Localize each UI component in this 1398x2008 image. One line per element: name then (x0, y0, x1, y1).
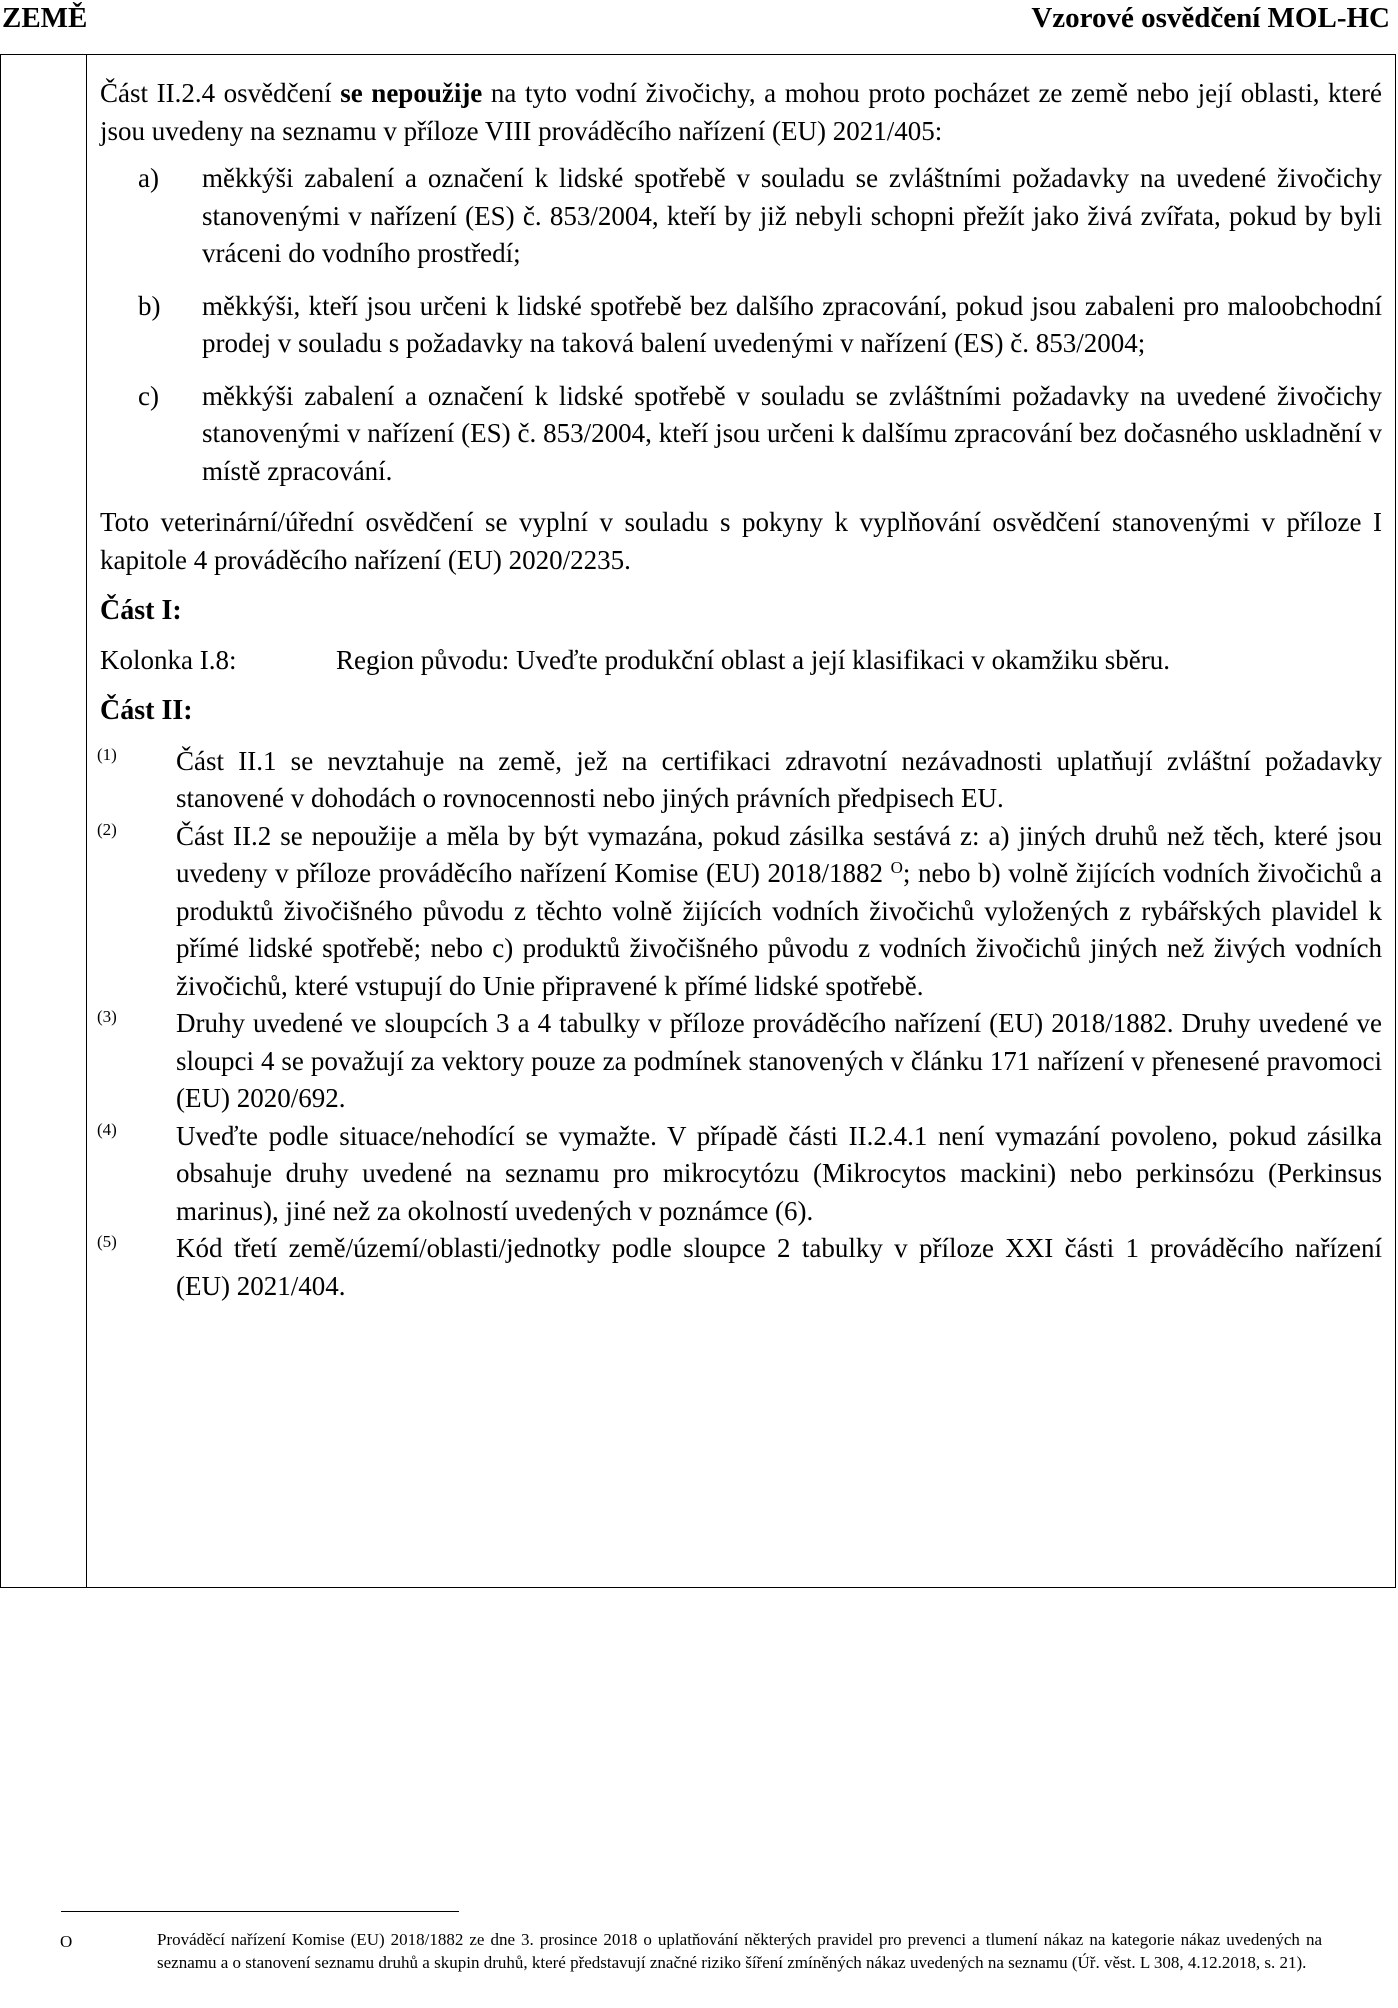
note-number: (3) (97, 1007, 117, 1026)
part2-notes (97, 743, 1382, 1306)
list-item-text: měkkýši zabalení a označení k lidské spotřebě v souladu se zvláštními požadavky na uvedené živočichy stanovenými v nařízení (ES) č. 853/2004, kteří by již nebyli schopni přežít jako živá zvířata, pokud by byli vráceni do vodního prostředí; (202, 163, 1382, 268)
note-text: Kód třetí země/území/oblasti/jednotky podle sloupce 2 tabulky v příloze XXI části 1 prováděcího nařízení (EU) 2021/404. (176, 1233, 1382, 1301)
intro-paragraph (100, 75, 1382, 150)
header-certificate-title: Vzorové osvědčení MOL-HC (1031, 2, 1390, 34)
note-text-start: Část II.2 se nepoužije a měla by být vymazána, pokud zásilka sestává z: a) jiných druhů než těch, které jsou uvedeny v příloze prováděcího nařízení Komise (EU) 2018/1882 (176, 820, 1382, 888)
footnote-marker: O (60, 1932, 73, 1951)
header-country: ZEMĚ (2, 2, 88, 34)
intro-text-end: na tyto vodní živočichy, a mohou proto pocházet ze země nebo její oblasti, které jsou uvedeny na seznamu v příloze VIII prováděcího nařízení (EU) 2021/405: (100, 78, 1382, 146)
notes-box (0, 54, 1396, 1588)
note-item (97, 743, 1382, 818)
note-text: Uveďte podle situace/nehodící se vymažte. V případě části II.2.4.1 není vymazání povoleno, pokud zásilka obsahuje druhy uvedené na seznamu pro mikrocytózu (Mikrocytos mackini) nebo perkinsózu (Perkinsus marinus), jiné než za okolností uvedených v poznámce (6). (176, 1120, 1382, 1226)
list-item-text: měkkýši zabalení a označení k lidské spotřebě v souladu se zvláštními požadavky na uvedené živočichy stanovenými v nařízení (ES) č. 853/2004, kteří jsou určeni k dalšímu zpracování bez dočasného uskladnění v místě zpracování. (202, 380, 1382, 486)
notes-content (97, 75, 1383, 1305)
note-number: (2) (97, 819, 117, 839)
intro-text-start: Část II.2.4 osvědčení (100, 78, 341, 108)
footnote-separator (61, 1911, 459, 1912)
note-item (97, 818, 1382, 1006)
list-item-label: b) (138, 290, 161, 321)
note-text: Druhy uvedené ve sloupcích 3 a 4 tabulky v příloze prováděcího nařízení (EU) 2018/1882. Druhy uvedené ve sloupci 4 se považují za vektory pouze za podmínek stanovených v článku 171 nařízení v přenesené pravomoci (EU) 2020/692. (176, 1008, 1382, 1113)
intro-bold-phrase: se nepoužije (340, 78, 483, 108)
list-item-label: c) (138, 380, 159, 411)
column-divider (86, 55, 87, 1587)
list-item (100, 288, 1382, 363)
list-item (100, 160, 1382, 273)
note-text-end: ; nebo b) volně žijících vodních živočichů a produktů živočišného původu z těchto volně žijících vodních živočichů vyložených z rybářských plavidel k přímé lidské spotřebě; nebo c) produktů živočišného původu z vodních živočichů jiných než živých vodních živočichů, které vstupují do Unie připravené k přímé lidské spotřebě. (176, 858, 1383, 1001)
footnote-reference: O (890, 858, 903, 877)
note-text (176, 818, 1382, 1006)
box-i8-row (100, 642, 1382, 680)
note-text: Část II.1 se nevztahuje na země, jež na certifikaci zdravotní nezávadnosti uplatňují zvláštní požadavky stanovené v dohodách o rovnocennosti nebo jiných právních předpisech EU. (176, 745, 1382, 813)
list-item (100, 378, 1382, 491)
list-item-label: a) (138, 163, 159, 193)
box-i8-text: Region původu: Uveďte produkční oblast a její klasifikaci v okamžiku sběru. (336, 644, 1171, 675)
part2-heading: Část II: (100, 695, 193, 726)
instructions-paragraph: Toto veterinární/úřední osvědčení se vyplní v souladu s pokyny k vyplňování osvědčení stanovenými v příloze I kapitole 4 prováděcího nařízení (EU) 2020/2235. (100, 507, 1382, 575)
box-i8-label: Kolonka I.8: (100, 644, 237, 675)
note-number: (4) (97, 1119, 117, 1139)
list-item-text: měkkýši, kteří jsou určeni k lidské spotřebě bez dalšího zpracování, pokud jsou zabaleni pro maloobchodní prodej v souladu s požadavky na taková balení uvedenými v nařízení (ES) č. 853/2004; (202, 290, 1382, 358)
note-item (97, 1005, 1382, 1118)
exemption-list (100, 160, 1382, 490)
note-item (97, 1118, 1382, 1231)
footnote-text: Prováděcí nařízení Komise (EU) 2018/1882 ze dne 3. prosince 2018 o uplatňování některých pravidel pro prevenci a tlumení nákaz na kategorie nákaz uvedených na seznamu a o stanovení seznamu druhů a skupin druhů, které představují značné riziko šíření zmíněných nákaz uvedených na seznamu (Úř. věst. L 308, 4.12.2018, s. 21). (157, 1930, 1322, 1972)
note-number: (5) (97, 1232, 117, 1251)
note-item (97, 1230, 1382, 1305)
note-number: (1) (97, 744, 117, 764)
part1-heading: Část I: (100, 595, 182, 626)
